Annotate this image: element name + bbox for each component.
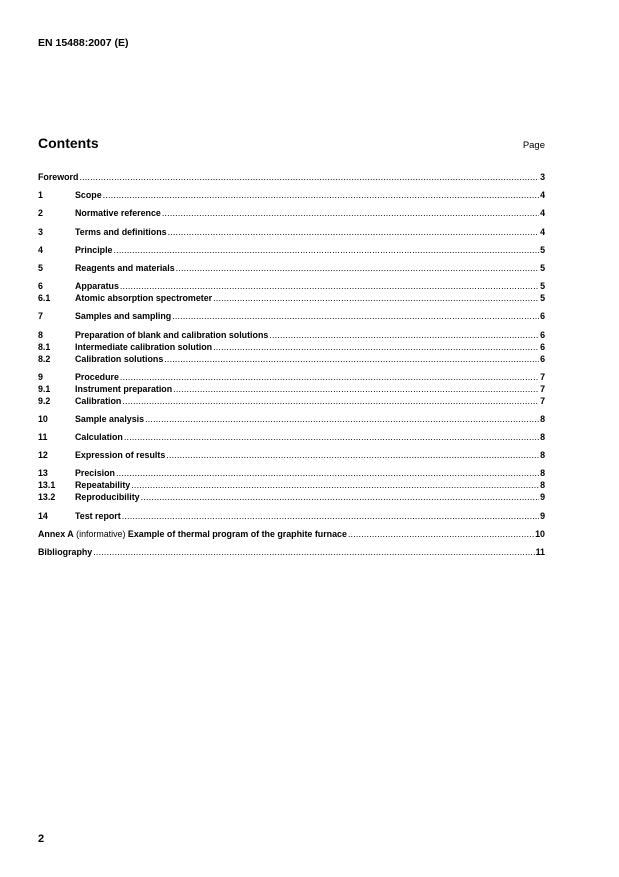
annex-title: Example of thermal program of the graphite furnace bbox=[127, 528, 347, 539]
toc-entry-number: 5 bbox=[38, 262, 43, 273]
toc-entry-annex-a[interactable] bbox=[38, 528, 545, 540]
toc-entry-page: 5 bbox=[540, 293, 545, 304]
toc-entry-title: Intermediate calibration solution bbox=[75, 341, 213, 352]
toc-entry-title: Apparatus bbox=[75, 281, 119, 292]
toc-entry-page: 6 bbox=[540, 311, 545, 322]
toc-entry-number: 8.1 bbox=[38, 341, 51, 352]
annex-label: Annex A bbox=[38, 528, 74, 539]
toc-entry-number: 9.1 bbox=[38, 383, 51, 394]
dot-leader bbox=[79, 171, 539, 183]
dot-leader bbox=[172, 310, 539, 322]
toc-entry-page: 6 bbox=[540, 341, 545, 352]
toc-entry-title: Samples and sampling bbox=[75, 311, 172, 322]
toc-entry-title: Sample analysis bbox=[75, 413, 145, 424]
dot-leader bbox=[213, 292, 539, 304]
toc-entry-samples-and-sampling[interactable] bbox=[38, 310, 545, 322]
toc-entry-page: 4 bbox=[540, 208, 545, 219]
toc-entry-calculation[interactable] bbox=[38, 431, 545, 443]
toc-entry-atomic-absorption-spectrometer[interactable] bbox=[38, 292, 545, 304]
toc-entry-title: Calibration bbox=[75, 395, 122, 406]
toc-entry-page: 7 bbox=[540, 395, 545, 406]
toc-entry-title: Repeatability bbox=[75, 480, 131, 491]
dot-leader bbox=[348, 528, 534, 540]
toc-entry-apparatus[interactable] bbox=[38, 280, 545, 292]
toc-entry-page: 7 bbox=[540, 383, 545, 394]
toc-entry-page: 4 bbox=[540, 226, 545, 237]
dot-leader bbox=[103, 189, 539, 201]
toc-entry-number: 9.2 bbox=[38, 395, 51, 406]
dot-leader bbox=[122, 395, 539, 407]
table-of-contents bbox=[38, 171, 545, 558]
toc-entry-title: Precision bbox=[75, 468, 115, 479]
toc-entry-title: Foreword bbox=[38, 172, 79, 182]
toc-entry-preparation-of-solutions[interactable] bbox=[38, 329, 545, 341]
annex-note: (informative) bbox=[73, 528, 128, 539]
toc-entry-title: Bibliography bbox=[38, 547, 93, 557]
toc-entry-number: 4 bbox=[38, 244, 43, 255]
toc-entry-calibration-solutions[interactable] bbox=[38, 353, 545, 365]
toc-entry-title: Atomic absorption spectrometer bbox=[75, 293, 213, 304]
toc-entry-expression-of-results[interactable] bbox=[38, 449, 545, 461]
toc-entry-title: Calculation bbox=[75, 432, 123, 443]
toc-entry-principle[interactable] bbox=[38, 244, 545, 256]
toc-entry-procedure[interactable] bbox=[38, 371, 545, 383]
toc-entry-bibliography[interactable] bbox=[38, 546, 545, 558]
toc-entry-page: 6 bbox=[540, 329, 545, 340]
toc-entry-number: 2 bbox=[38, 208, 43, 219]
toc-entry-title: Terms and definitions bbox=[75, 226, 167, 237]
dot-leader bbox=[176, 262, 539, 274]
toc-entry-title bbox=[38, 528, 347, 540]
toc-entry-number: 7 bbox=[38, 311, 43, 322]
dot-leader bbox=[114, 244, 540, 256]
toc-entry-intermediate-calibration-solution[interactable] bbox=[38, 341, 545, 353]
contents-heading: Contents bbox=[38, 135, 99, 151]
toc-entry-page: 8 bbox=[540, 480, 545, 491]
toc-entry-page: 5 bbox=[540, 244, 545, 255]
toc-entry-page: 10 bbox=[535, 528, 545, 539]
toc-entry-page: 6 bbox=[540, 353, 545, 364]
toc-entry-page: 5 bbox=[540, 281, 545, 292]
toc-entry-page: 5 bbox=[540, 262, 545, 273]
toc-entry-number: 6.1 bbox=[38, 293, 51, 304]
toc-entry-normative-reference[interactable] bbox=[38, 207, 545, 219]
toc-entry-terms-and-definitions[interactable] bbox=[38, 226, 545, 238]
toc-entry-page: 9 bbox=[540, 492, 545, 503]
toc-entry-test-report[interactable] bbox=[38, 510, 545, 522]
toc-entry-number: 13 bbox=[38, 468, 48, 479]
toc-entry-number: 11 bbox=[38, 432, 48, 443]
toc-entry-page: 8 bbox=[540, 432, 545, 443]
toc-entry-repeatability[interactable] bbox=[38, 479, 545, 491]
dot-leader bbox=[168, 226, 540, 238]
toc-entry-foreword[interactable] bbox=[38, 171, 545, 183]
toc-entry-title: Preparation of blank and calibration solutions bbox=[75, 329, 269, 340]
dot-leader bbox=[141, 491, 539, 503]
toc-entry-number: 14 bbox=[38, 510, 48, 521]
toc-entry-number: 6 bbox=[38, 281, 43, 292]
dot-leader bbox=[120, 371, 539, 383]
toc-entry-reagents-and-materials[interactable] bbox=[38, 262, 545, 274]
toc-entry-page: 11 bbox=[535, 547, 545, 557]
toc-entry-number: 3 bbox=[38, 226, 43, 237]
toc-entry-title: Scope bbox=[75, 190, 102, 201]
dot-leader bbox=[93, 546, 534, 558]
toc-entry-number: 1 bbox=[38, 190, 43, 201]
toc-entry-title: Principle bbox=[75, 244, 113, 255]
dot-leader bbox=[145, 413, 539, 425]
toc-entry-precision[interactable] bbox=[38, 467, 545, 479]
dot-leader bbox=[131, 479, 539, 491]
toc-entry-page: 3 bbox=[540, 172, 545, 182]
dot-leader bbox=[164, 353, 539, 365]
dot-leader bbox=[124, 431, 539, 443]
toc-entry-number: 9 bbox=[38, 371, 43, 382]
page-number: 2 bbox=[38, 833, 45, 845]
toc-entry-title: Procedure bbox=[75, 371, 119, 382]
toc-entry-scope[interactable] bbox=[38, 189, 545, 201]
toc-entry-title: Expression of results bbox=[75, 450, 166, 461]
dot-leader bbox=[173, 383, 539, 395]
toc-entry-sample-analysis[interactable] bbox=[38, 413, 545, 425]
toc-entry-page: 8 bbox=[540, 468, 545, 479]
toc-entry-title: Normative reference bbox=[75, 208, 161, 219]
toc-entry-calibration[interactable] bbox=[38, 395, 545, 407]
toc-entry-page: 4 bbox=[540, 190, 545, 201]
toc-entry-number: 13.1 bbox=[38, 480, 56, 491]
toc-entry-title: Test report bbox=[75, 510, 121, 521]
dot-leader bbox=[166, 449, 539, 461]
dot-leader bbox=[213, 341, 539, 353]
dot-leader bbox=[162, 207, 539, 219]
toc-entry-page: 8 bbox=[540, 413, 545, 424]
toc-entry-page: 9 bbox=[540, 510, 545, 521]
toc-entry-number: 8.2 bbox=[38, 353, 51, 364]
dot-leader bbox=[120, 280, 539, 292]
toc-entry-title: Reagents and materials bbox=[75, 262, 175, 273]
toc-entry-number: 13.2 bbox=[38, 492, 56, 503]
dot-leader bbox=[122, 510, 539, 522]
page-column-label: Page bbox=[522, 140, 545, 151]
toc-entry-title: Calibration solutions bbox=[75, 353, 164, 364]
toc-entry-number: 12 bbox=[38, 450, 48, 461]
toc-entry-page: 7 bbox=[540, 371, 545, 382]
dot-leader bbox=[269, 329, 539, 341]
toc-entry-number: 10 bbox=[38, 413, 48, 424]
document-id: EN 15488:2007 (E) bbox=[38, 37, 129, 49]
toc-entry-page: 8 bbox=[540, 450, 545, 461]
dot-leader bbox=[116, 467, 539, 479]
toc-entry-title: Instrument preparation bbox=[75, 383, 173, 394]
toc-entry-reproducibility[interactable] bbox=[38, 491, 545, 503]
toc-entry-number: 8 bbox=[38, 329, 43, 340]
toc-entry-instrument-preparation[interactable] bbox=[38, 383, 545, 395]
toc-entry-title: Reproducibility bbox=[75, 492, 140, 503]
